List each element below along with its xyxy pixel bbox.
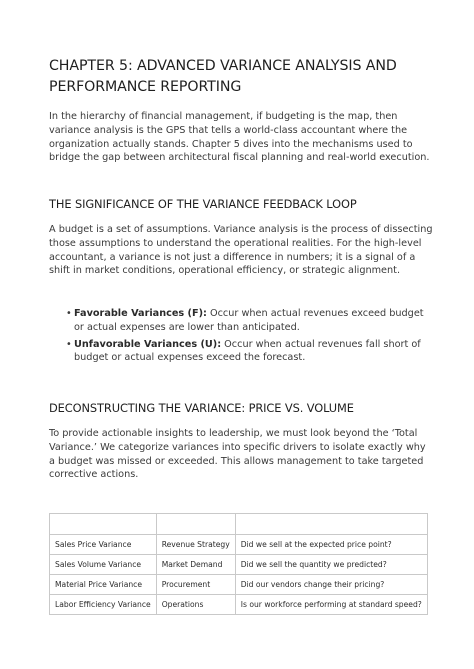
table-header-cell	[156, 514, 235, 535]
table-cell: Procurement	[156, 575, 235, 595]
table-header-cell	[50, 514, 157, 535]
bullet-term: Unfavorable Variances (U):	[74, 338, 222, 350]
bullet-icon: •	[66, 338, 72, 350]
variance-table	[49, 513, 428, 615]
table-cell: Material Price Variance	[50, 575, 157, 595]
bullet-icon: •	[66, 308, 72, 319]
table-cell: Sales Price Variance	[50, 535, 157, 555]
bullet-term: Favorable Variances (F):	[74, 308, 207, 319]
feedback-loop-paragraph: A budget is a set of assumptions. Variance analysis is the process of dissecting those assumptions to understand the operational realities. For the high-level accountant, a variance is not just a difference in numbers; it is a signal of a shift in market conditions, operational efficiency, or strategic alignment.	[49, 224, 433, 277]
variance-types-list	[66, 307, 426, 368]
bullet-text: Occur when actual revenues exceed budget or actual expenses are lower than anticipated.	[74, 308, 424, 333]
list-item-favorable	[66, 307, 426, 335]
table-header-row	[50, 514, 428, 535]
table-cell: Did our vendors change their pricing?	[235, 575, 427, 595]
table-header-cell	[235, 514, 427, 535]
table-cell: Market Demand	[156, 555, 235, 575]
table-cell: Sales Volume Variance	[50, 555, 157, 575]
list-item-unfavorable	[66, 338, 426, 366]
section-heading-price-volume: DECONSTRUCTING THE VARIANCE: PRICE VS. VOLUME	[49, 401, 354, 415]
table-cell: Did we sell the quantity we predicted?	[235, 555, 427, 575]
table-cell: Did we sell at the expected price point?	[235, 535, 427, 555]
table-cell: Operations	[156, 595, 235, 615]
intro-paragraph: In the hierarchy of financial management, if budgeting is the map, then variance analysis is the GPS that tells a world-class accountant where the organization actually stands. Chapter 5 dives into the mechanisms used to bridge the gap between architectural fiscal planning and real-world execution.	[49, 111, 430, 164]
table-row	[50, 595, 428, 615]
price-volume-paragraph: To provide actionable insights to leadership, we must look beyond the ‘Total Variance.’ We categorize variances into specific drivers to isolate exactly why a budget was missed or exceeded. This allows management to take targeted corrective actions.	[49, 428, 426, 481]
table-cell: Labor Efficiency Variance	[50, 595, 157, 615]
table-row	[50, 555, 428, 575]
table-cell: Is our workforce performing at standard speed?	[235, 595, 427, 615]
table-row	[50, 535, 428, 555]
bullet-text: Occur when actual revenues fall short of budget or actual expenses exceed the forecast.	[74, 338, 421, 364]
chapter-title: CHAPTER 5: ADVANCED VARIANCE ANALYSIS AND PERFORMANCE REPORTING	[49, 58, 397, 95]
table-cell: Revenue Strategy	[156, 535, 235, 555]
section-heading-feedback-loop: THE SIGNIFICANCE OF THE VARIANCE FEEDBACK LOOP	[49, 197, 357, 211]
table-row	[50, 575, 428, 595]
